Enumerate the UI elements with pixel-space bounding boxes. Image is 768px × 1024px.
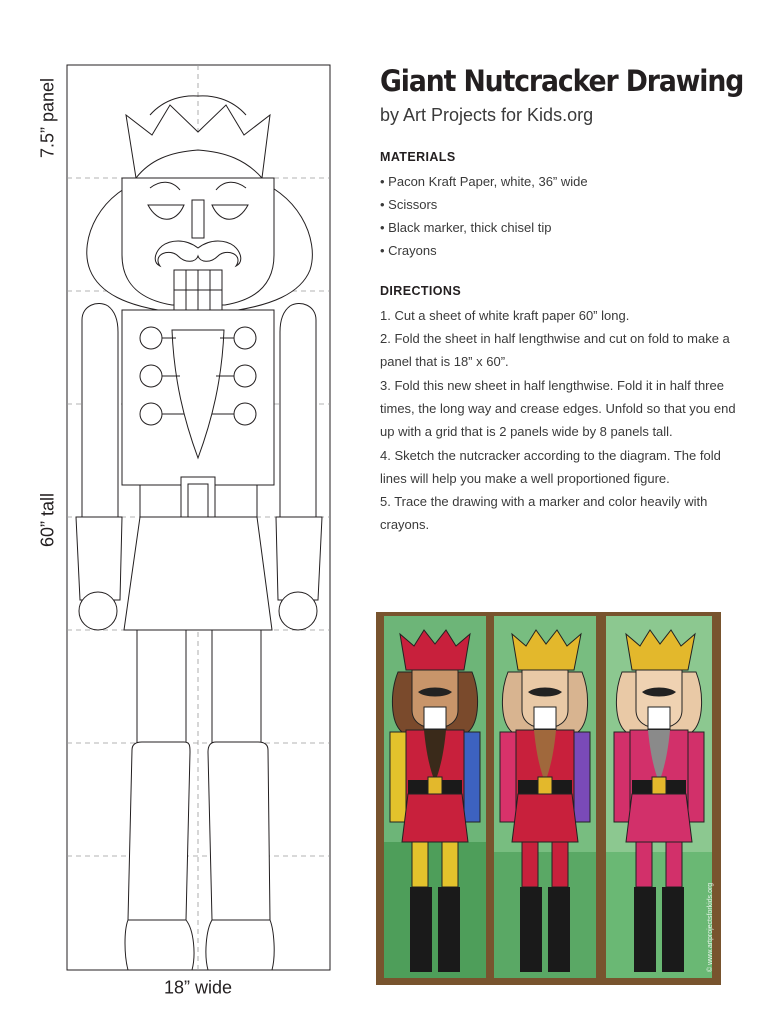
nutcracker-painting-2: [494, 616, 596, 978]
belt-buckle-inner: [188, 484, 208, 518]
list-item: • Black marker, thick chisel tip: [380, 219, 552, 235]
direction-step: 2. Fold the sheet in half lengthwise and cut on fold to make a panel that is 18” x 60”.: [380, 331, 730, 370]
list-item: • Crayons: [380, 242, 437, 258]
materials-list: [380, 170, 740, 262]
direction-step: 5. Trace the drawing with a marker and color heavily with crayons.: [380, 494, 708, 533]
list-item: • Scissors: [380, 196, 438, 212]
direction-step: 3. Fold this new sheet in half lengthwise. Fold it in half three times, the long way and crease edges. Unfold so that you end up with a grid that is 2 panels wide by 8 panels tall.: [380, 377, 736, 440]
page-title: Giant Nutcracker Drawing: [380, 64, 744, 98]
nutcracker-painting-1: [384, 616, 486, 978]
right-boot: [208, 742, 270, 920]
example-artwork-photo: [376, 612, 721, 985]
right-arm: [280, 304, 316, 520]
instructions-column: [380, 64, 744, 537]
jacket-skirt: [124, 517, 272, 630]
left-cuff: [76, 517, 122, 600]
left-boot: [128, 742, 190, 920]
left-leg: [137, 630, 186, 750]
directions-list: [380, 304, 740, 537]
materials-heading: MATERIALS: [380, 149, 456, 164]
direction-step: 4. Sketch the nutcracker according to the diagram. The fold lines will help you make a well proportioned figure.: [380, 447, 721, 486]
list-item: • Pacon Kraft Paper, white, 36” wide: [380, 173, 588, 189]
right-leg: [212, 630, 261, 750]
right-hand: [279, 592, 317, 630]
crown: [126, 105, 270, 178]
nutcracker-outline: [76, 96, 322, 970]
nutcracker-painting-3: [606, 616, 712, 978]
height-label: 60” tall: [37, 492, 58, 548]
nutcracker-diagram: [0, 0, 360, 1024]
photo-watermark: © www.artprojectsforkids.org: [707, 882, 714, 972]
panel-size-label: 7.5” panel: [37, 77, 58, 159]
right-cuff: [276, 517, 322, 600]
nose: [192, 200, 204, 238]
left-shoe: [125, 920, 194, 970]
right-shoe: [206, 920, 274, 970]
example-artwork-illustration: [376, 612, 721, 985]
directions-heading: DIRECTIONS: [380, 283, 462, 298]
left-hand: [79, 592, 117, 630]
direction-step: 1. Cut a sheet of white kraft paper 60” long.: [380, 307, 630, 323]
byline: by Art Projects for Kids.org: [380, 104, 594, 125]
left-arm: [82, 304, 118, 520]
width-label: 18” wide: [163, 977, 233, 998]
